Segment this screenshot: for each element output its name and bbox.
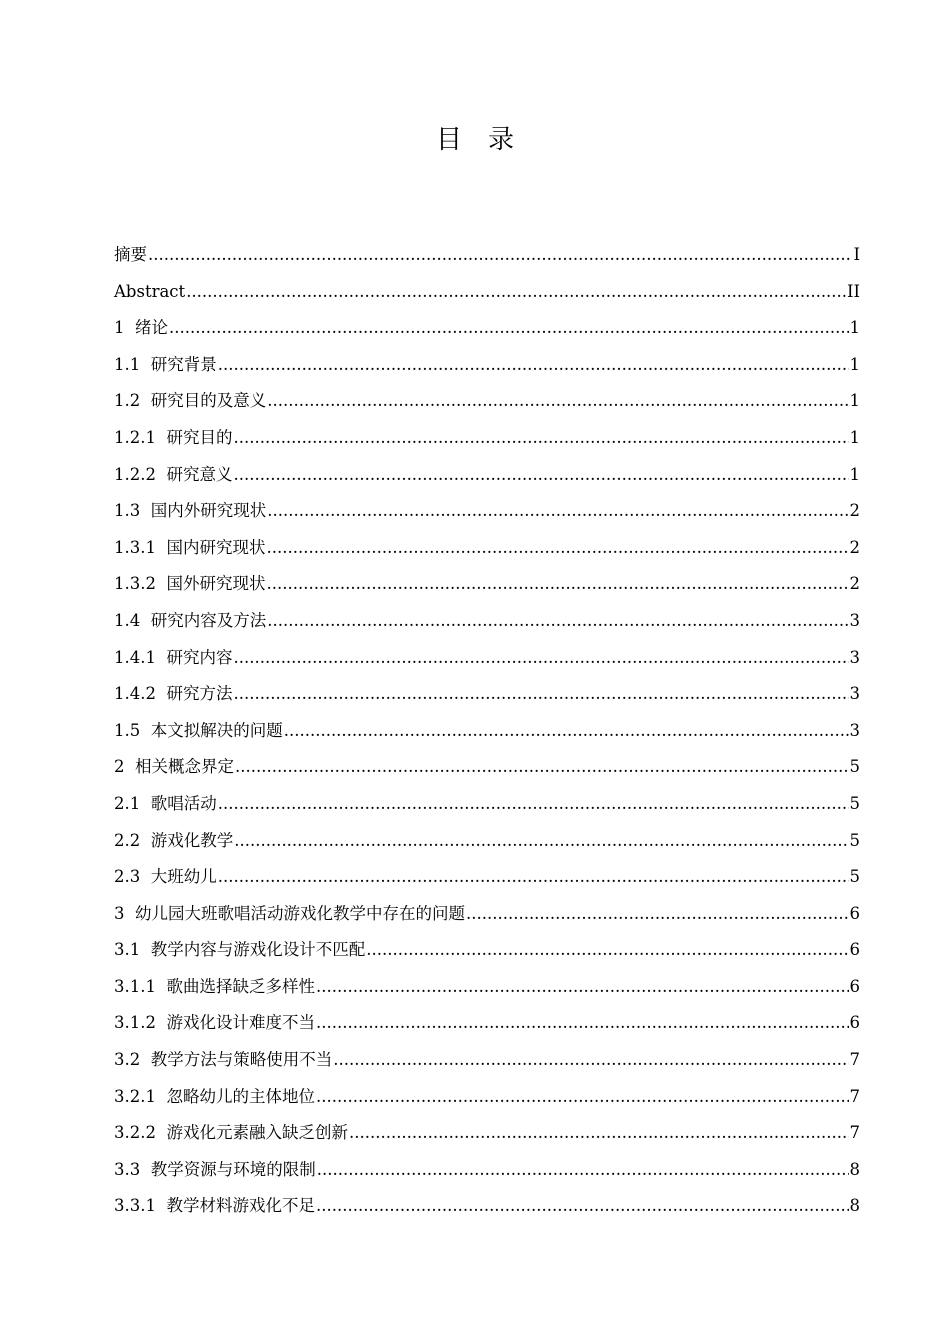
toc-entry-page-number: I (853, 245, 860, 264)
dot-leader (266, 530, 848, 567)
dot-leader (233, 676, 848, 713)
toc-entry-label: 3.2 教学方法与策略使用不当 (114, 1050, 333, 1070)
toc-entry-label: 1.2.2 研究意义 (114, 464, 233, 484)
toc-entry-label: 1.3 国内外研究现状 (114, 501, 267, 521)
toc-entry[interactable] (114, 383, 860, 420)
dot-leader (316, 1079, 849, 1116)
toc-entry[interactable] (114, 457, 860, 494)
toc-entry[interactable] (114, 530, 860, 567)
toc-entry[interactable] (114, 566, 860, 603)
dot-leader (233, 640, 848, 677)
toc-entry-label: 摘要 (114, 245, 147, 264)
toc-entry-page-number: 6 (849, 940, 860, 960)
dot-leader (316, 1188, 849, 1225)
toc-entry-label: 1.3.1 国内研究现状 (114, 537, 266, 557)
toc-entry-label: 3 幼儿园大班歌唱活动游戏化教学中存在的问题 (114, 903, 465, 923)
toc-entry[interactable] (114, 1115, 860, 1152)
toc-entry-page-number: 1 (849, 391, 860, 411)
toc-entry-label: 1.2 研究目的及意义 (114, 391, 267, 411)
toc-entry-label: 3.1.2 游戏化设计难度不当 (114, 1013, 315, 1033)
dot-leader (333, 1042, 848, 1079)
dot-leader (218, 786, 849, 823)
toc-entry-page-number: 2 (849, 501, 860, 521)
toc-entry[interactable] (114, 713, 860, 750)
toc-entry[interactable] (114, 823, 860, 860)
toc-entry-page-number: 2 (849, 537, 860, 557)
toc-entry[interactable] (114, 676, 860, 713)
toc-entry[interactable] (114, 969, 860, 1006)
toc-entry-page-number: 7 (849, 1123, 860, 1143)
toc-entry-page-number: 1 (849, 464, 860, 484)
toc-entry-label: 3.1 教学内容与游戏化设计不匹配 (114, 940, 366, 960)
toc-entry-label: 2.3 大班幼儿 (114, 867, 217, 887)
toc-entry-page-number: 3 (849, 684, 860, 704)
toc-entry[interactable] (114, 237, 860, 274)
toc-entry[interactable] (114, 347, 860, 384)
toc-entry[interactable] (114, 1042, 860, 1079)
toc-entry-label: 1.1 研究背景 (114, 354, 217, 374)
toc-entry-label: 3.2.1 忽略幼儿的主体地位 (114, 1086, 315, 1106)
dot-leader (267, 493, 848, 530)
dot-leader (266, 566, 848, 603)
dot-leader (233, 420, 848, 457)
toc-entry-page-number: 3 (849, 647, 860, 667)
toc-entry-label: 2 相关概念界定 (114, 757, 234, 777)
toc-entry[interactable] (114, 493, 860, 530)
toc-entry-page-number: 5 (849, 830, 860, 850)
toc-entry-page-number: 3 (849, 720, 860, 740)
toc-entry-label: 1.2.1 研究目的 (114, 427, 233, 447)
toc-entry[interactable] (114, 932, 860, 969)
toc-entry-label: 1.5 本文拟解决的问题 (114, 720, 283, 740)
toc-entry[interactable] (114, 1005, 860, 1042)
toc-entry[interactable] (114, 274, 860, 311)
toc-entry[interactable] (114, 1079, 860, 1116)
dot-leader (186, 274, 846, 311)
toc-entry[interactable] (114, 859, 860, 896)
dot-leader (267, 603, 848, 640)
toc-entry[interactable] (114, 786, 860, 823)
toc-entry[interactable] (114, 1188, 860, 1225)
toc-entry-page-number: 1 (849, 318, 860, 338)
toc-entry-label: 2.2 游戏化教学 (114, 830, 234, 850)
toc-entry[interactable] (114, 420, 860, 457)
toc-entry[interactable] (114, 896, 860, 933)
toc-entry-page-number: 3 (849, 610, 860, 630)
dot-leader (169, 310, 849, 347)
toc-entry-label: Abstract (114, 281, 186, 301)
toc-entry-page-number: 5 (849, 867, 860, 887)
dot-leader (466, 896, 849, 933)
toc-entry[interactable] (114, 310, 860, 347)
toc-entry-label: 1 绪论 (114, 318, 168, 338)
dot-leader (317, 1152, 849, 1189)
toc-entry-page-number: 5 (849, 757, 860, 777)
toc-entry-page-number: 7 (849, 1050, 860, 1070)
dot-leader (218, 347, 849, 384)
dot-leader (349, 1115, 849, 1152)
dot-leader (284, 713, 849, 750)
toc-entry-page-number: 6 (849, 1013, 860, 1033)
toc-entry-page-number: 8 (849, 1196, 860, 1216)
toc-entry-label: 3.3.1 教学材料游戏化不足 (114, 1196, 315, 1216)
dot-leader (218, 859, 849, 896)
toc-entry-page-number: 5 (849, 793, 860, 813)
toc-entry-page-number: 8 (849, 1159, 860, 1179)
toc-entry[interactable] (114, 640, 860, 677)
dot-leader (267, 383, 848, 420)
dot-leader (234, 823, 848, 860)
toc-entry-page-number: 1 (849, 354, 860, 374)
dot-leader (235, 749, 849, 786)
page-title: 目录 (435, 125, 540, 155)
toc-entry-page-number: 2 (849, 574, 860, 594)
toc-entry-label: 1.3.2 国外研究现状 (114, 574, 266, 594)
toc-entry-label: 1.4 研究内容及方法 (114, 610, 267, 630)
dot-leader (316, 1005, 849, 1042)
toc-entry-label: 3.1.1 歌曲选择缺乏多样性 (114, 976, 315, 996)
toc-entry-label: 3.2.2 游戏化元素融入缺乏创新 (114, 1123, 348, 1143)
dot-leader (316, 969, 849, 1006)
toc-entry-page-number: II (846, 281, 860, 301)
table-of-contents (114, 237, 860, 1225)
toc-entry-page-number: 7 (849, 1086, 860, 1106)
toc-entry-label: 1.4.1 研究内容 (114, 647, 233, 667)
toc-entry-label: 1.4.2 研究方法 (114, 684, 233, 704)
toc-entry-page-number: 6 (849, 903, 860, 923)
dot-leader (148, 237, 852, 274)
toc-entry[interactable] (114, 603, 860, 640)
toc-entry-page-number: 1 (849, 427, 860, 447)
toc-entry-page-number: 6 (849, 976, 860, 996)
toc-entry-label: 2.1 歌唱活动 (114, 793, 217, 813)
toc-entry[interactable] (114, 749, 860, 786)
dot-leader (233, 457, 848, 494)
toc-entry-label: 3.3 教学资源与环境的限制 (114, 1159, 316, 1179)
toc-entry[interactable] (114, 1152, 860, 1189)
dot-leader (366, 932, 848, 969)
